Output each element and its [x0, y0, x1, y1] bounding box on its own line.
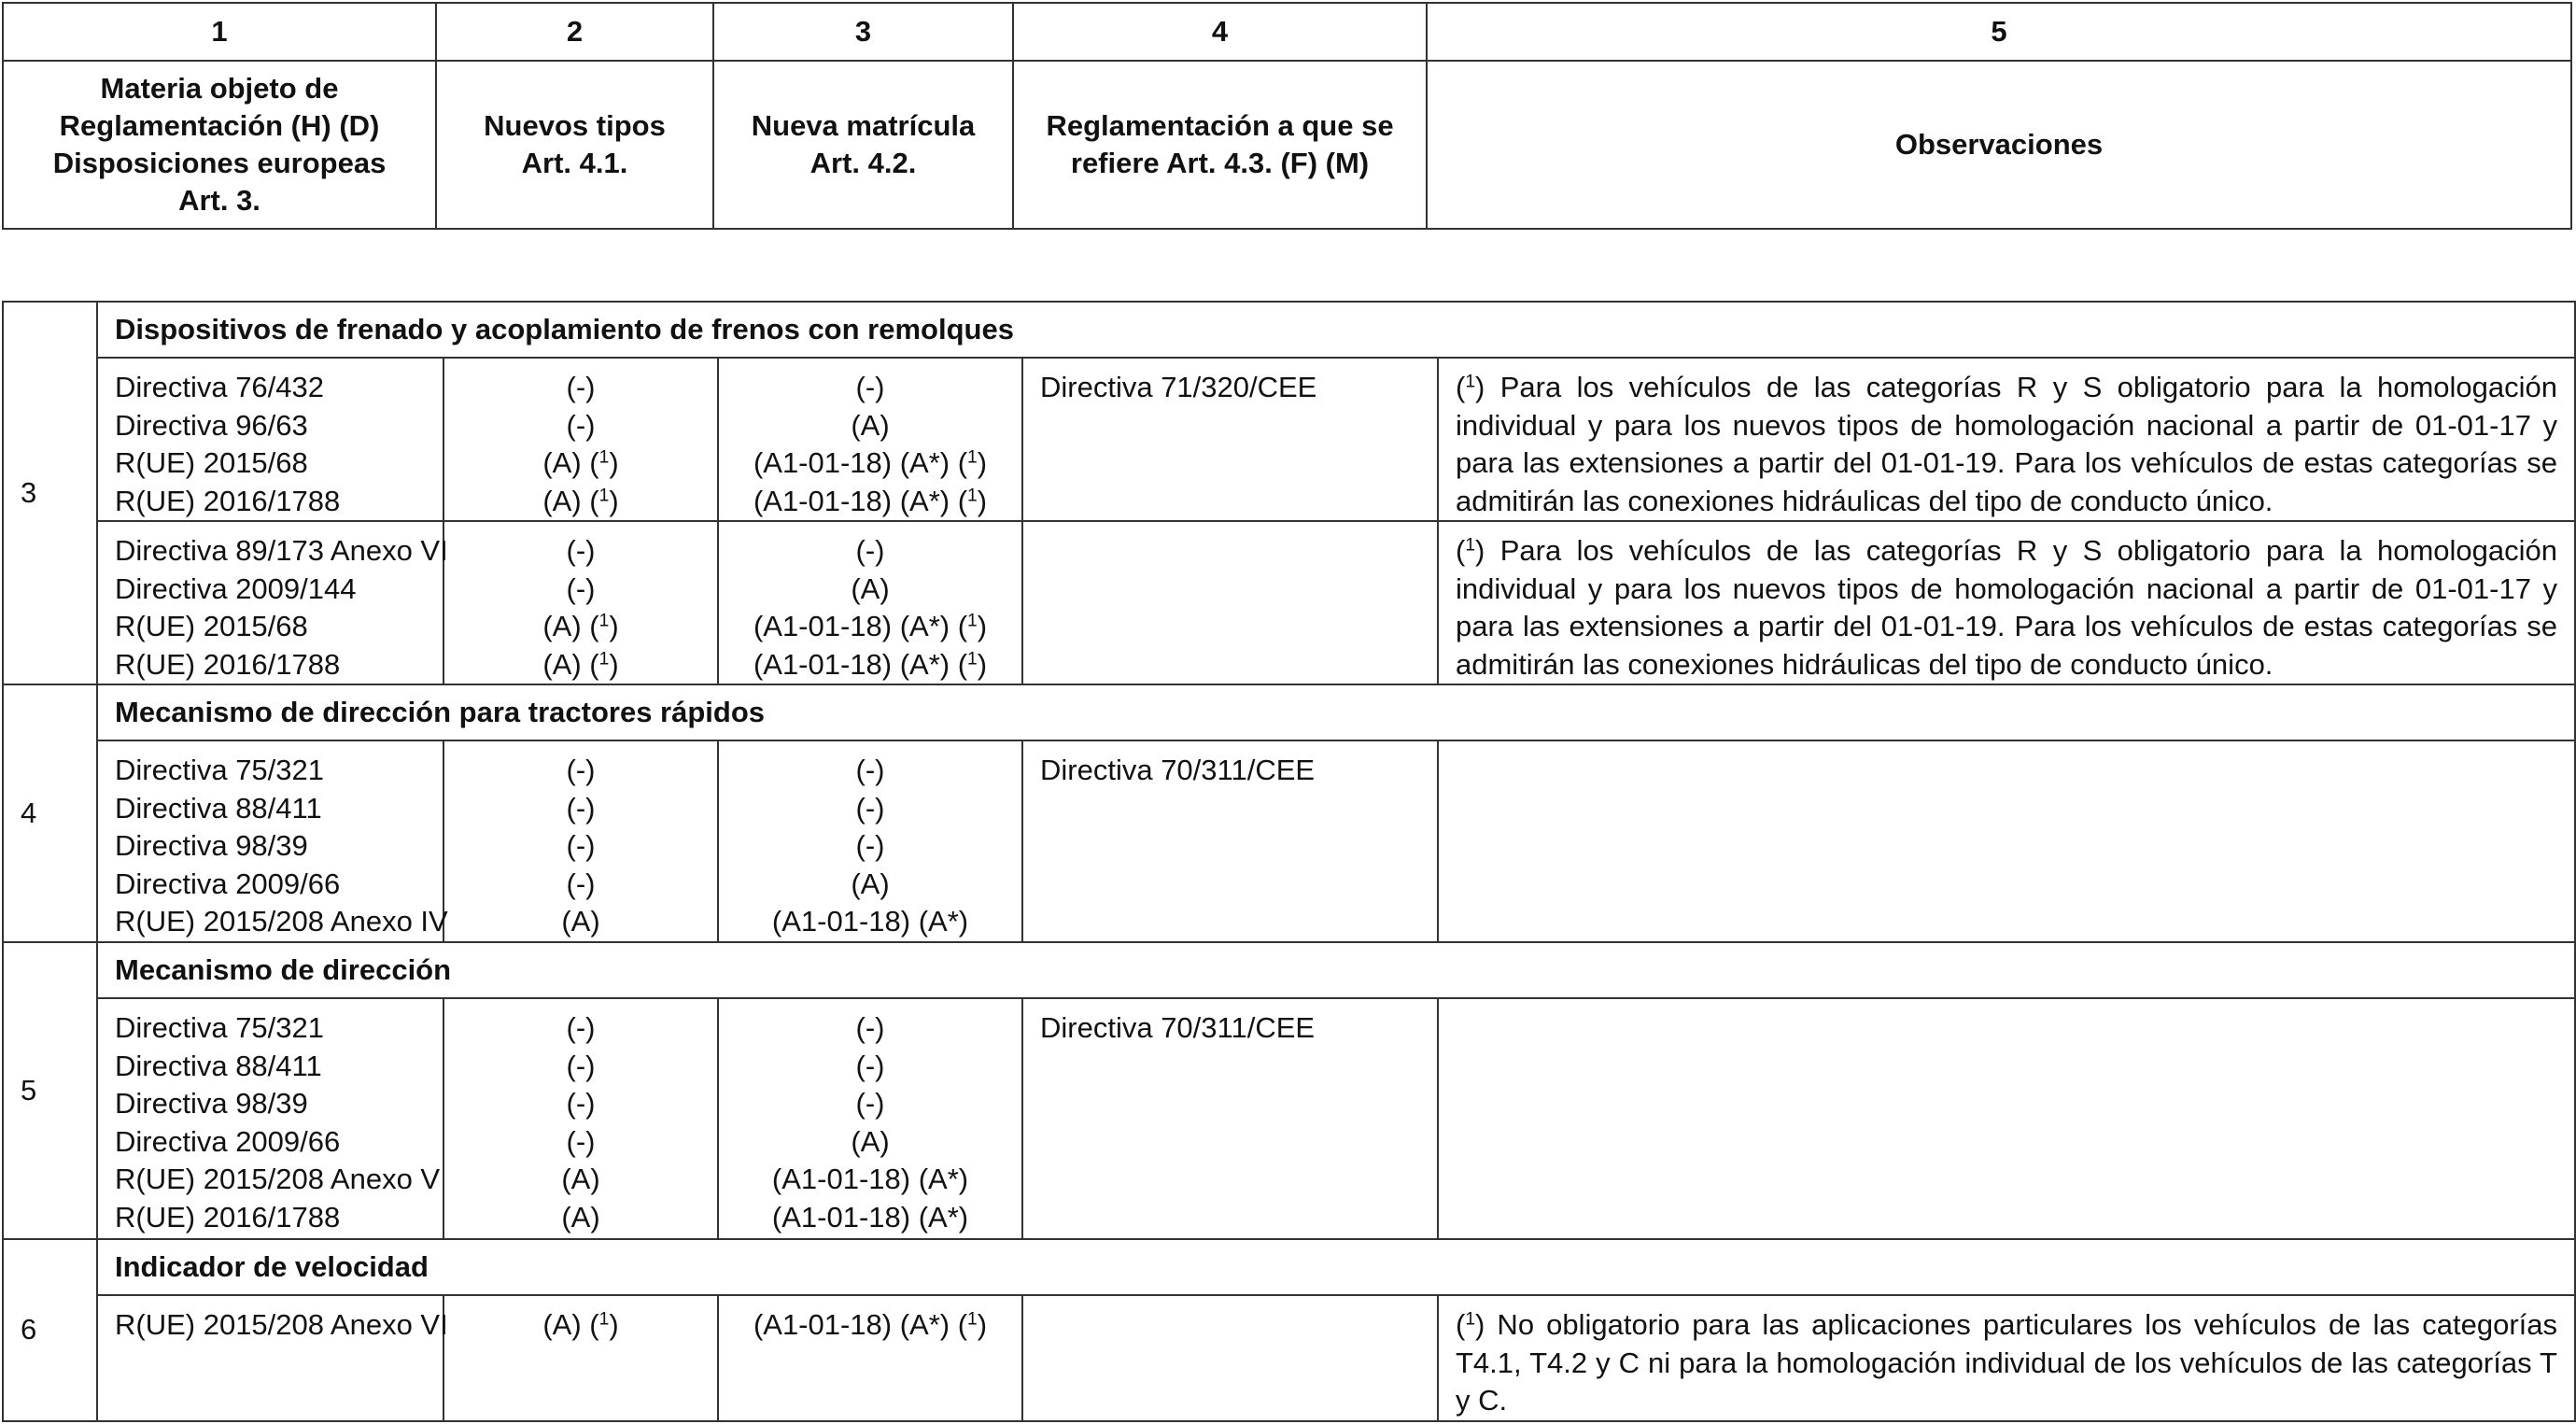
col-title-reference-regulation: Reglamentación a que se refiere Art. 4.3. (F) (M) — [1013, 61, 1427, 229]
registration-cell: (-) (-) (-) (A) (A1-01-18) (A*) — [718, 740, 1022, 942]
row-number: 3 — [3, 302, 97, 684]
observations-cell — [1438, 998, 2575, 1239]
column-header-table — [2, 2, 2572, 230]
reference-cell — [1022, 521, 1438, 684]
col-title-observations: Observaciones — [1427, 61, 2571, 229]
group-title: Mecanismo de dirección para tractores rápidos — [97, 684, 2575, 740]
regulation-table — [2, 301, 2576, 1422]
group-title: Dispositivos de frenado y acoplamiento de frenos con remolques — [97, 302, 2575, 358]
col-number-4: 4 — [1013, 3, 1427, 61]
reference-cell — [1022, 1295, 1438, 1421]
col-number-3: 3 — [713, 3, 1013, 61]
new-types-cell: (A) ($^1$) — [443, 1295, 718, 1421]
row-number: 5 — [3, 942, 97, 1239]
rules-cell: Directiva 76/432 Directiva 96/63 R(UE) 2015/68 R(UE) 2016/1788 — [97, 358, 443, 521]
col-number-2: 2 — [436, 3, 713, 61]
group-title: Indicador de velocidad — [97, 1239, 2575, 1295]
group-title: Mecanismo de dirección — [97, 942, 2575, 998]
rules-cell: R(UE) 2015/208 Anexo VI — [97, 1295, 443, 1421]
registration-cell: (A1-01-18) (A*) ($^1$) — [718, 1295, 1022, 1421]
reference-cell: Directiva 70/311/CEE — [1022, 998, 1438, 1239]
rules-cell: Directiva 89/173 Anexo VI Directiva 2009/144 R(UE) 2015/68 R(UE) 2016/1788 — [97, 521, 443, 684]
new-types-cell: (-) (-) (A) ($^1$) (A) ($^1$) — [443, 358, 718, 521]
registration-cell: (-) (-) (-) (A) (A1-01-18) (A*) (A1-01-18) (A*) — [718, 998, 1022, 1239]
col-title-new-registration: Nueva matrícula Art. 4.2. — [713, 61, 1013, 229]
col-title-new-types: Nuevos tipos Art. 4.1. — [436, 61, 713, 229]
reference-cell: Directiva 71/320/CEE — [1022, 358, 1438, 521]
registration-cell: (-) (A) (A1-01-18) (A*) ($^1$) (A1-01-18) (A*) ($^1$) — [718, 358, 1022, 521]
rules-cell: Directiva 75/321 Directiva 88/411 Directiva 98/39 Directiva 2009/66 R(UE) 2015/208 Anexo IV — [97, 740, 443, 942]
row-number: 4 — [3, 684, 97, 942]
col-title-subject: Materia objeto de Reglamentación (H) (D) Disposiciones europeas Art. 3. — [3, 61, 436, 229]
new-types-cell: (-) (-) (-) (-) (A) — [443, 740, 718, 942]
col-number-1: 1 — [3, 3, 436, 61]
col-number-5: 5 — [1427, 3, 2571, 61]
rules-cell: Directiva 75/321 Directiva 88/411 Directiva 98/39 Directiva 2009/66 R(UE) 2015/208 Anexo V R(UE) 2016/1788 — [97, 998, 443, 1239]
observations-cell: ($^1$) Para los vehículos de las categorías R y S obligatorio para la homologación individual y para los nuevos tipos de homologación nacional a partir de 01-01-17 y para las extensiones a partir del 01-01-19. Para los vehículos de estas categorías se admitirán las conexiones hidráulicas del tipo de conducto único. — [1438, 358, 2575, 521]
new-types-cell: (-) (-) (A) ($^1$) (A) ($^1$) — [443, 521, 718, 684]
observations-cell — [1438, 740, 2575, 942]
observations-cell: ($^1$) No obligatorio para las aplicaciones particulares los vehículos de las categorías T4.1, T4.2 y C ni para la homologación individual de los vehículos de las categorías T y C. — [1438, 1295, 2575, 1421]
registration-cell: (-) (A) (A1-01-18) (A*) ($^1$) (A1-01-18) (A*) ($^1$) — [718, 521, 1022, 684]
observations-cell: ($^1$) Para los vehículos de las categorías R y S obligatorio para la homologación individual y para los nuevos tipos de homologación nacional a partir de 01-01-17 y para las extensiones a partir del 01-01-19. Para los vehículos de estas categorías se admitirán las conexiones hidráulicas del tipo de conducto único. — [1438, 521, 2575, 684]
reference-cell: Directiva 70/311/CEE — [1022, 740, 1438, 942]
row-number: 6 — [3, 1239, 97, 1421]
new-types-cell: (-) (-) (-) (-) (A) (A) — [443, 998, 718, 1239]
